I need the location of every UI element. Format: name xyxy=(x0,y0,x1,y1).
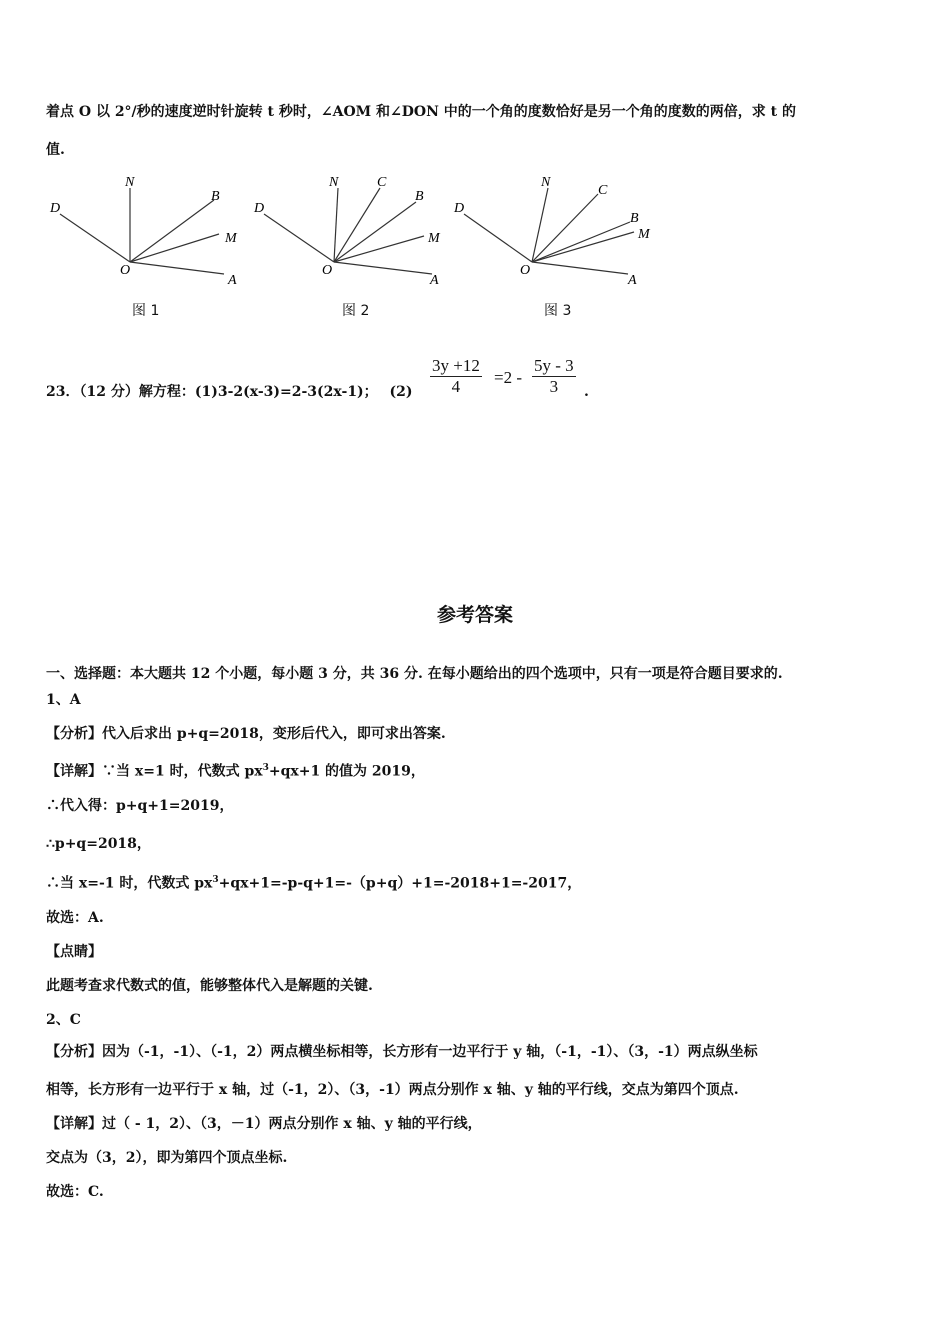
problem-text-line-2: 值. xyxy=(46,142,65,158)
label-D: D xyxy=(50,201,61,216)
fraction-2 xyxy=(532,356,576,397)
fraction-1-denominator: 4 xyxy=(451,377,461,396)
q1-head: 1、A xyxy=(46,692,81,708)
q1-point-text: 此题考查求代数式的值，能够整体代入是解题的关键. xyxy=(46,978,373,994)
label-O: O xyxy=(120,263,131,278)
figure-1-caption: 图 1 xyxy=(132,303,160,319)
q1-detail xyxy=(46,758,425,782)
q1-step-3-sup: 3 xyxy=(212,875,219,885)
figure-1 xyxy=(44,168,254,302)
problem-23-end: . xyxy=(584,384,589,400)
label-M: M xyxy=(638,227,650,242)
label-A: A xyxy=(430,273,439,288)
q2-choose: 故选：C. xyxy=(46,1184,104,1200)
label-N: N xyxy=(125,175,135,190)
label-O: O xyxy=(520,263,531,278)
q1-detail-b: +qx+1 的值为 2019， xyxy=(268,763,425,780)
q1-step-2: ∴p+q=2018， xyxy=(46,836,151,852)
problem-23-prefix: 23．（12 分）解方程：(1)3-2(x-3)=2-3(2x-1)； (2) xyxy=(46,384,413,400)
label-M: M xyxy=(225,231,237,246)
q1-point: 【点睛】 xyxy=(46,944,102,960)
q1-step-3 xyxy=(46,870,581,894)
q1-choose: 故选：A. xyxy=(46,910,104,926)
figure-2 xyxy=(250,168,460,302)
figure-3 xyxy=(452,168,662,302)
fraction-1-numerator: 3y +12 xyxy=(432,356,480,375)
fraction-2-numerator: 5y - 3 xyxy=(534,356,574,375)
q2-head: 2、C xyxy=(46,1012,81,1028)
q1-detail-a: 【详解】∵当 x=1 时，代数式 px xyxy=(46,763,263,780)
fraction-2-denominator: 3 xyxy=(549,377,559,396)
q1-detail-sup: 3 xyxy=(262,763,269,773)
label-M: M xyxy=(428,231,440,246)
label-D: D xyxy=(254,201,265,216)
answers-title: 参考答案 xyxy=(436,604,513,626)
label-B: B xyxy=(211,189,220,204)
fraction-1 xyxy=(430,356,482,397)
label-B: B xyxy=(415,189,424,204)
label-A: A xyxy=(228,273,237,288)
label-B: B xyxy=(630,211,639,226)
q2-analysis-2: 相等，长方形有一边平行于 x 轴，过（-1，2）、（3，-1）两点分别作 x 轴、y 轴的平行线，交点为第四个顶点. xyxy=(46,1082,739,1098)
q1-step-1: ∴代入得：p+q+1=2019， xyxy=(46,798,234,814)
label-D: D xyxy=(454,201,465,216)
q2-detail: 【详解】过（ - 1，2）、（3，－1）两点分别作 x 轴、y 轴的平行线， xyxy=(46,1116,482,1132)
q1-step-3-b: +qx+1=-p-q+1=-（p+q）+1=-2018+1=-2017， xyxy=(218,875,582,892)
section-header: 一、选择题：本大题共 12 个小题，每小题 3 分，共 36 分. 在每小题给出的四个选项中，只有一项是符合题目要求的. xyxy=(46,666,783,682)
q2-analysis-1: 【分析】因为（-1，-1）、（-1，2）两点横坐标相等，长方形有一边平行于 y 轴，（-1，-1）、（3，-1）两点纵坐标 xyxy=(46,1044,758,1060)
problem-text-line-1: 着点 O 以 2°/秒的速度逆时针旋转 t 秒时，∠AOM 和∠DON 中的一个角的度数恰好是另一个角的度数的两倍，求 t 的 xyxy=(46,104,796,120)
equals-sign: =2 - xyxy=(494,368,522,387)
figure-2-caption: 图 2 xyxy=(342,303,370,319)
q1-analysis: 【分析】代入后求出 p+q=2018，变形后代入，即可求出答案. xyxy=(46,726,446,742)
label-N: N xyxy=(329,175,339,190)
label-N: N xyxy=(541,175,551,190)
label-A: A xyxy=(628,273,637,288)
label-C: C xyxy=(377,175,387,190)
label-O: O xyxy=(322,263,333,278)
figure-3-caption: 图 3 xyxy=(544,303,572,319)
q1-step-3-a: ∴当 x=-1 时，代数式 px xyxy=(46,875,213,892)
q2-result: 交点为（3，2），即为第四个顶点坐标. xyxy=(46,1150,288,1166)
label-C: C xyxy=(598,183,608,198)
